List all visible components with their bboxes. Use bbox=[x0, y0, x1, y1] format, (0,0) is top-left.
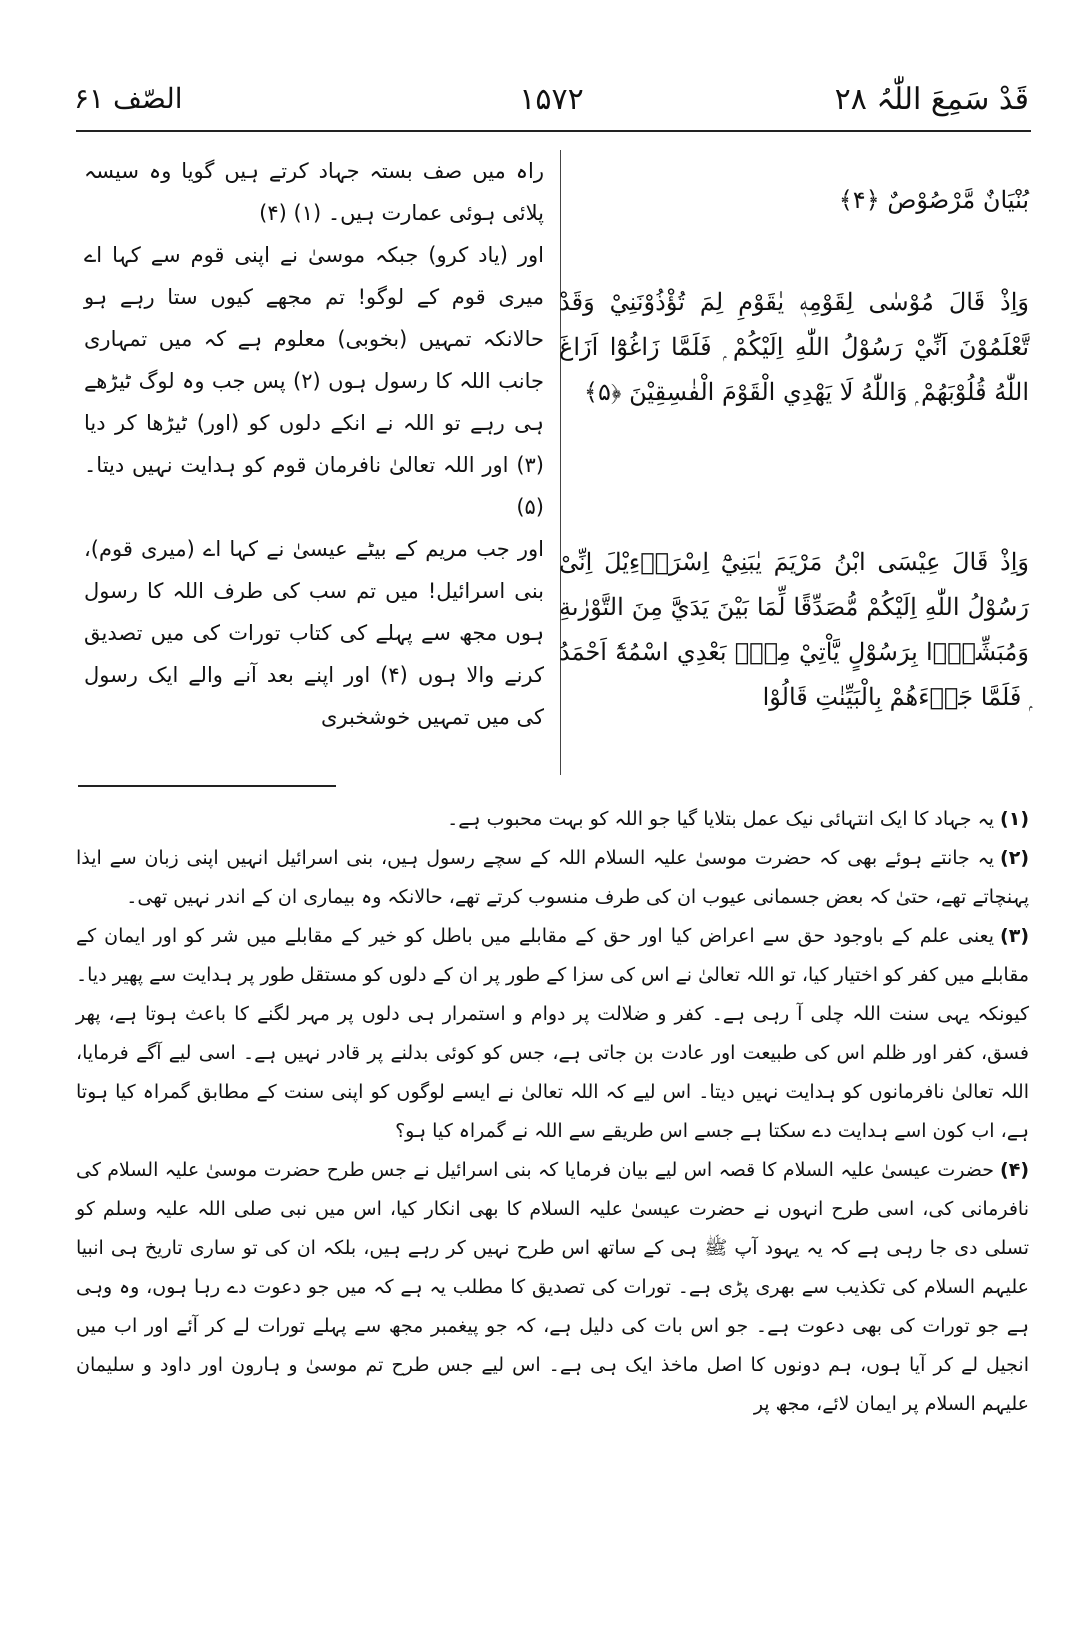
urdu-translation-column bbox=[84, 150, 544, 738]
footnote-number: (۲) bbox=[1000, 847, 1029, 869]
ayah-5: وَاِذْ قَالَ مُوْسٰى لِقَوْمِهٖ يٰقَوْمِ لِمَ تُؤْذُوْنَنِيْ وَقَدْ تَّعْلَمُوْنَ اَنِّيْ رَسُوْلُ اللّٰهِ اِلَيْكُمْ ۭ فَلَمَّا زَاغُوْٓا اَزَاغَ اللّٰهُ قُلُوْبَهُمْ ۭ وَاللّٰهُ لَا يَهْدِي الْقَوْمَ الْفٰسِقِيْنَ ﴿۵﴾ bbox=[559, 288, 1029, 406]
surah-title: الصّف ۶۱ bbox=[74, 82, 183, 115]
header-rule bbox=[76, 130, 1031, 132]
footnote-number: (۱) bbox=[1000, 808, 1029, 830]
footnote-number: (۳) bbox=[1000, 925, 1029, 947]
footnote-text: حضرت عیسیٰ علیہ السلام کا قصہ اس لیے بیان فرمایا کہ بنی اسرائیل نے جس طرح حضرت موسیٰ علیہ السلام کی نافرمانی کی، اسی طرح انہوں نے حضرت عیسیٰ علیہ السلام کا بھی انکار کیا، اس میں نبی صلی اللہ علیہ وسلم کو تسلی دی جا رہی ہے کہ یہ یہود آپ ﷺ ہی کے ساتھ اس طرح نہیں کر رہے ہیں، بلکہ ان کی تو ساری تاریخ ہی انبیا علیہم السلام کی تکذیب سے بھری پڑی ہے۔ تورات کی تصدیق کا مطلب یہ ہے کہ میں جو دعوت دے رہا ہوں، وہ وہی ہے جو تورات کی بھی دعوت ہے۔ جو اس بات کی دلیل ہے، کہ جو پیغمبر مجھ سے پہلے تورات لے کر آئے اور اب میں انجیل لے کر آیا ہوں، ہم دونوں کا اصل ماخذ ایک ہی ہے۔ اس لیے جس طرح تم موسیٰ و ہارون اور داود و سلیمان علیہم السلام پر ایمان لائے، مجھ پر bbox=[76, 1159, 1029, 1415]
translation-ayah-5: اور (یاد کرو) جبکہ موسیٰ نے اپنی قوم سے کہا اے میری قوم کے لوگو! تم مجھے کیوں ستا رہے ہو حالانکہ تمہیں (بخوبی) معلوم ہے کہ میں تمہاری جانب اللہ کا رسول ہوں (۲) پس جب وہ لوگ ٹیڑھے ہی رہے تو اللہ نے انکے دلوں کو (اور) ٹیڑھا کر دیا (۳) اور اللہ تعالیٰ نافرمان قوم کو ہدایت نہیں دیتا۔ (۵) bbox=[84, 243, 544, 519]
footnote-text: یہ جہاد کا ایک انتہائی نیک عمل بتلایا گیا جو اللہ کو بہت محبوب ہے۔ bbox=[447, 808, 995, 830]
footnote-text: یعنی علم کے باوجود حق سے اعراض کیا اور حق کے مقابلے میں باطل کو خیر کے مقابلے میں شر کو اور ایمان کے مقابلے میں کفر کو اختیار کیا، تو اللہ تعالیٰ نے اس کی سزا کے طور پر ان کے دلوں کو مستقل طور پر ہدایت سے پھیر دیا۔ کیونکہ یہی سنت اللہ چلی آ رہی ہے۔ کفر و ضلالت پر دوام و استمرار ہی دلوں پر مہر لگنے کا باعث ہوتا ہے، پھر فسق، کفر اور ظلم اس کی طبیعت اور عادت بن جاتی ہے، جس کو کوئی بدلنے پر قادر نہیں ہے۔ اسی لیے آگے فرمایا، اللہ تعالیٰ نافرمانوں کو ہدایت نہیں دیتا۔ اس لیے کہ اللہ تعالیٰ نے ایسے لوگوں کو اپنی سنت کے مطابق گمراہ کیا ہوتا ہے، اب کون اسے ہدایت دے سکتا ہے جسے اس طریقے سے اللہ نے گمراہ کیا ہو؟ bbox=[76, 925, 1029, 1142]
translation-ayah-6: اور جب مریم کے بیٹے عیسیٰ نے کہا اے (میری قوم)، بنی اسرائیل! میں تم سب کی طرف اللہ کا رسول ہوں مجھ سے پہلے کی کتاب تورات کی میں تصدیق کرنے والا ہوں (۴) اور اپنے بعد آنے والے ایک رسول کی میں تمہیں خوشخبری bbox=[84, 537, 545, 729]
footnote-text: یہ جانتے ہوئے بھی کہ حضرت موسیٰ علیہ السلام اللہ کے سچے رسول ہیں، بنی اسرائیل انہیں اپنی زبان سے ایذا پہنچاتے تھے، حتیٰ کہ بعض جسمانی عیوب ان کی طرف منسوب کرتے تھے، حالانکہ وہ بیماری ان کے اندر نہیں تھی۔ bbox=[76, 847, 1029, 908]
footnote-number: (۴) bbox=[1000, 1159, 1029, 1181]
footnote-2 bbox=[76, 839, 1029, 917]
footnote-4 bbox=[76, 1151, 1029, 1424]
translation-ayah-4: راہ میں صف بستہ جہاد کرتے ہیں گویا وہ سیسہ پلائی ہوئی عمارت ہیں۔ (۱) (۴) bbox=[84, 159, 544, 225]
page-header bbox=[74, 82, 1029, 126]
juz-title: قَدْ سَمِعَ اللّٰہُ ۲۸ bbox=[834, 82, 1029, 117]
footnote-3 bbox=[76, 917, 1029, 1151]
ayah-4: بُنْيَانٌ مَّرْصُوْصٌ ﴿۴﴾ bbox=[838, 186, 1029, 214]
page-number: ۱۵۷۲ bbox=[519, 82, 584, 117]
ayah-6: وَاِذْ قَالَ عِيْسَى ابْنُ مَرْيَمَ يٰبَنِيْٓ اِسْرَاۗءِيْلَ اِنِّىْ رَسُوْلُ اللّٰهِ اِلَيْكُمْ مُّصَدِّقًا لِّمَا بَيْنَ يَدَيَّ مِنَ التَّوْرٰىةِ وَمُبَشِّرًۢا بِرَسُوْلٍ يَّاْتِيْ مِنْۢ بَعْدِي اسْمُهٗٓ اَحْمَدُ ۭ فَلَمَّا جَاۗءَهُمْ بِالْبَيِّنٰتِ قَالُوْا bbox=[559, 548, 1029, 711]
footnote-1 bbox=[76, 800, 1029, 839]
footnotes bbox=[76, 800, 1029, 1424]
footnote-rule bbox=[78, 785, 336, 787]
